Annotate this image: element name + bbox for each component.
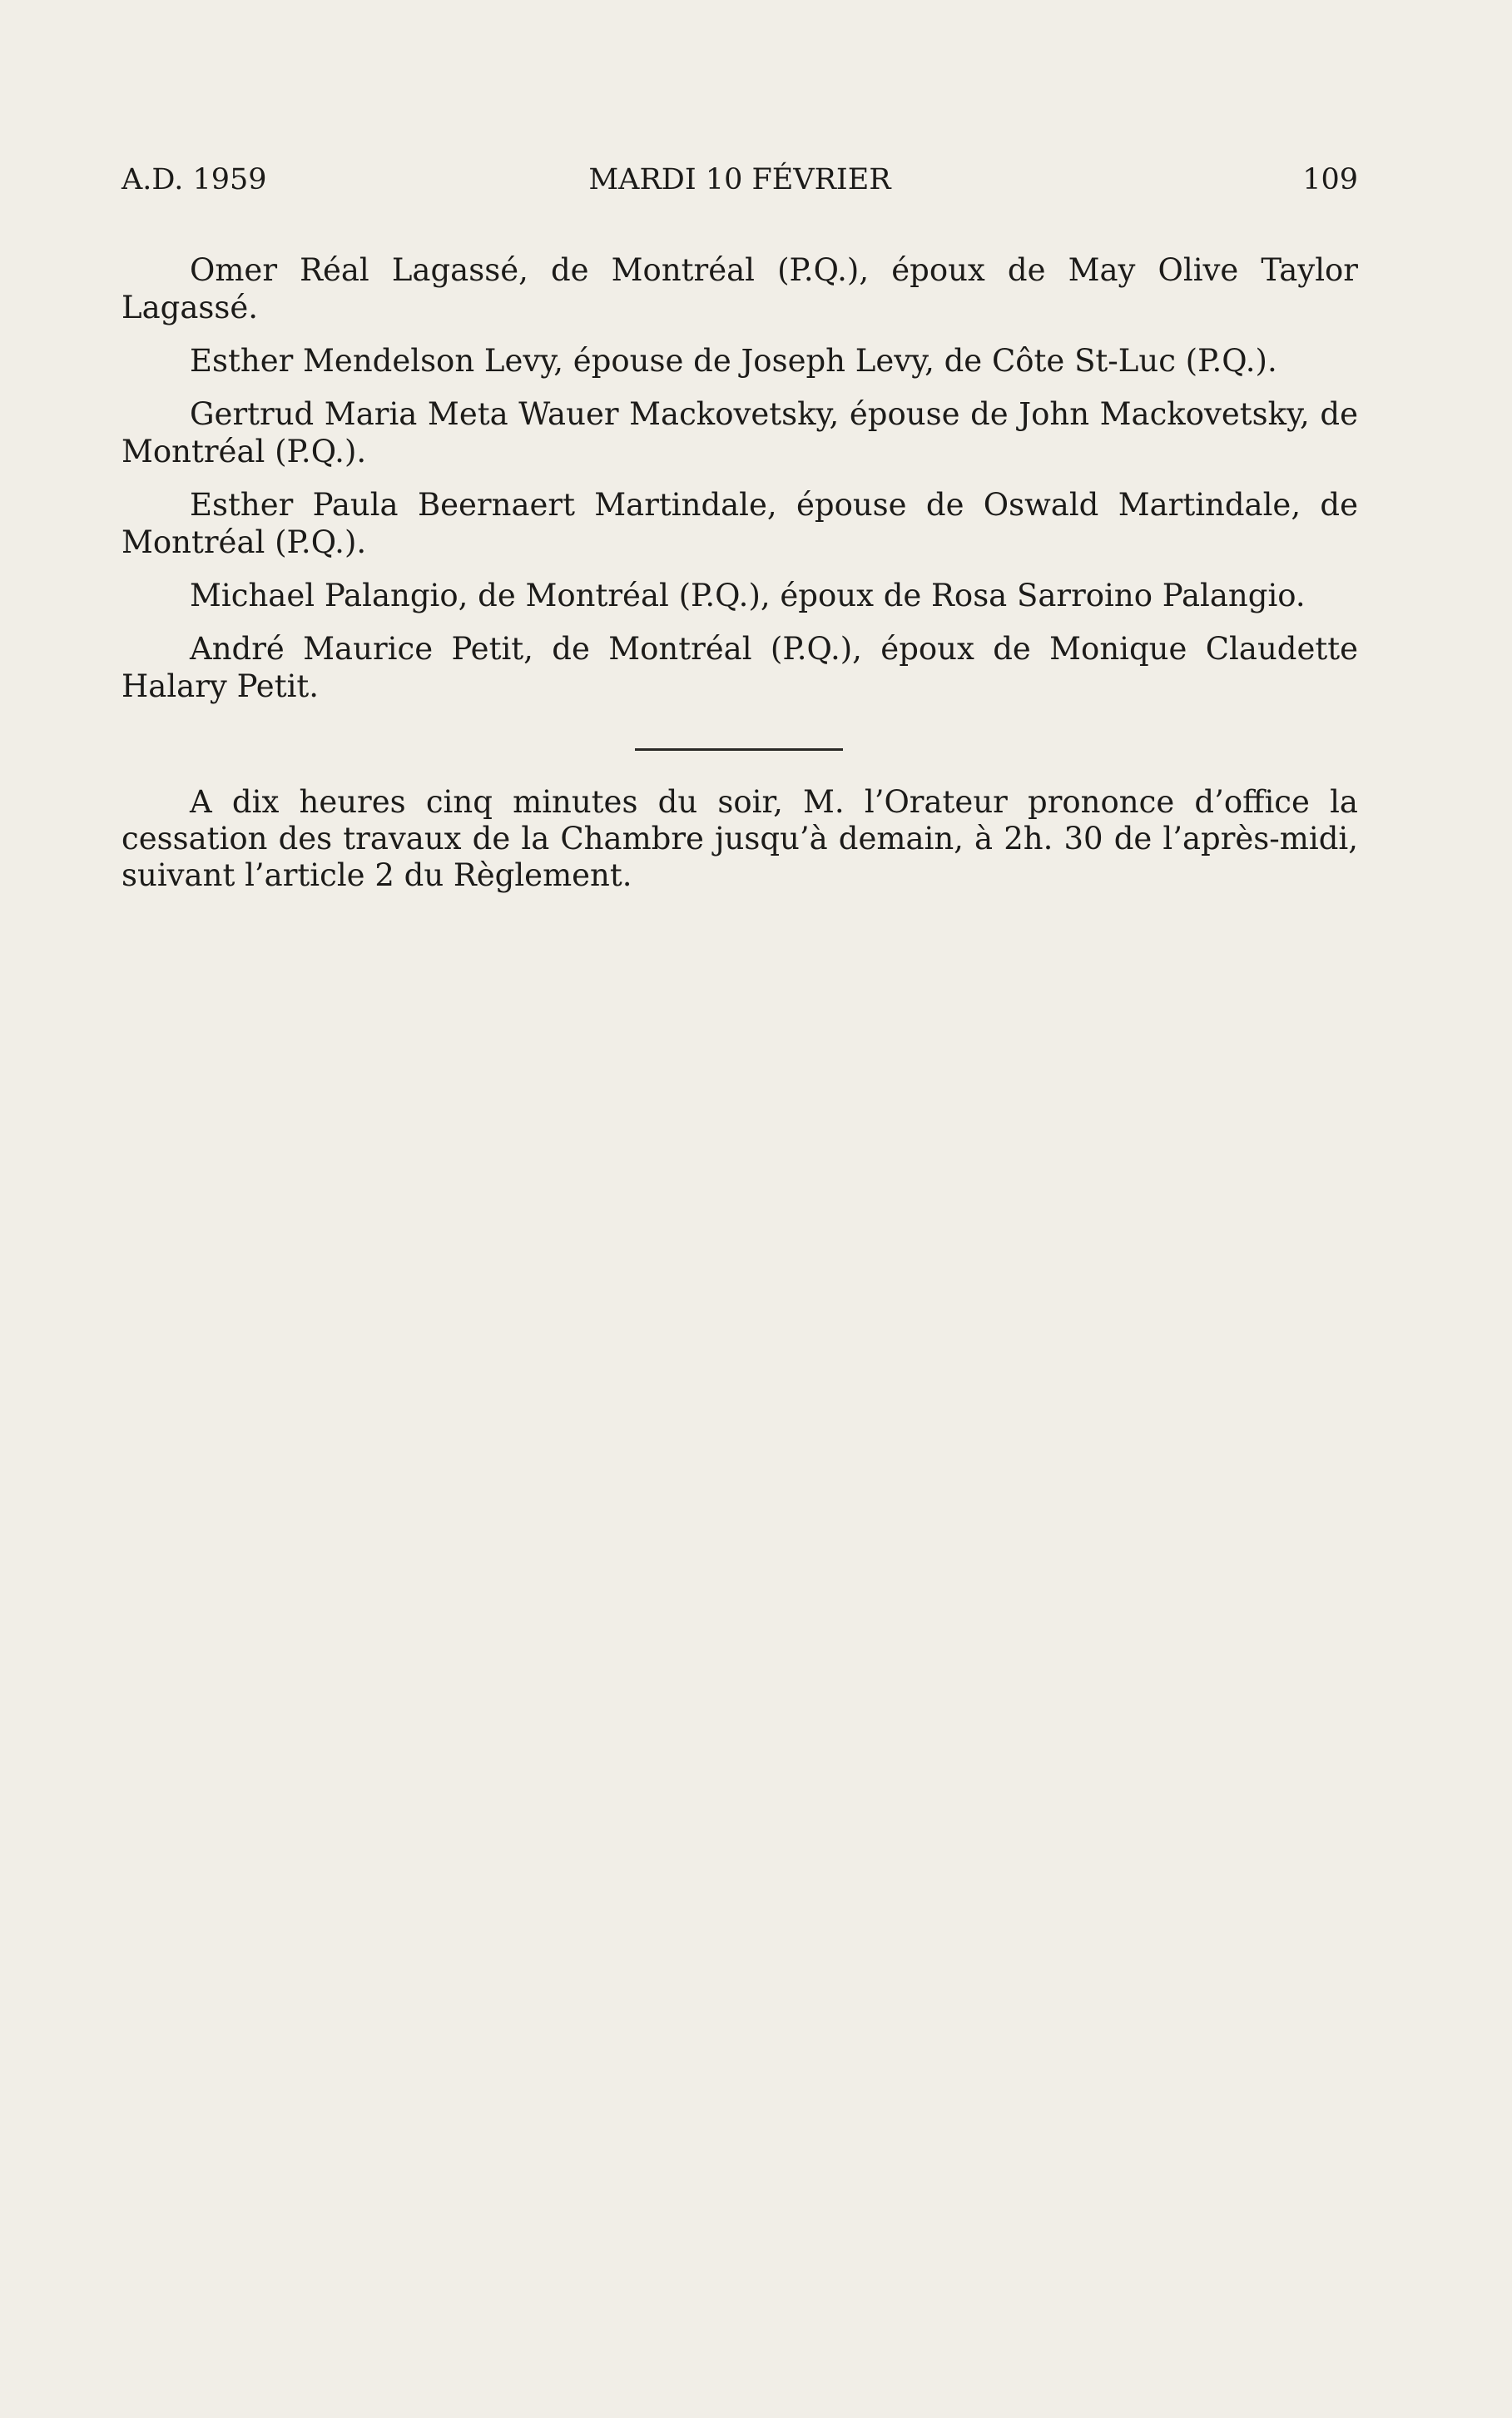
header-year: A.D. 1959	[121, 163, 267, 196]
closing-paragraph: A dix heures cinq minutes du soir, M. l’Orateur prononce d’office la cessation des travaux de la Chambre jusqu’à demain, à 2h. 30 de l’après-midi, suivant l’article 2 du Règlement.	[121, 784, 1358, 893]
entry-paragraph: Omer Réal Lagassé, de Montréal (P.Q.), époux de May Olive Taylor Lagassé.	[121, 252, 1358, 325]
closing-section	[121, 784, 1358, 894]
page-number: 109	[1302, 163, 1358, 196]
entry-paragraph: Esther Paula Beernaert Martindale, épouse de Oswald Martindale, de Montréal (P.Q.).	[121, 487, 1358, 560]
section-divider	[635, 748, 843, 751]
running-head	[121, 160, 1358, 200]
entry-paragraph: Gertrud Maria Meta Wauer Mackovetsky, épouse de John Mackovetsky, de Montréal (P.Q.).	[121, 396, 1358, 469]
entry-paragraph: André Maurice Petit, de Montréal (P.Q.), époux de Monique Claudette Halary Petit.	[121, 631, 1358, 704]
header-date: MARDI 10 FÉVRIER	[588, 163, 891, 196]
entry-paragraph: Michael Palangio, de Montréal (P.Q.), époux de Rosa Sarroino Palangio.	[190, 578, 1306, 613]
entry-paragraph: Esther Mendelson Levy, épouse de Joseph Levy, de Côte St-Luc (P.Q.).	[190, 343, 1277, 379]
entries-list	[121, 251, 1358, 721]
